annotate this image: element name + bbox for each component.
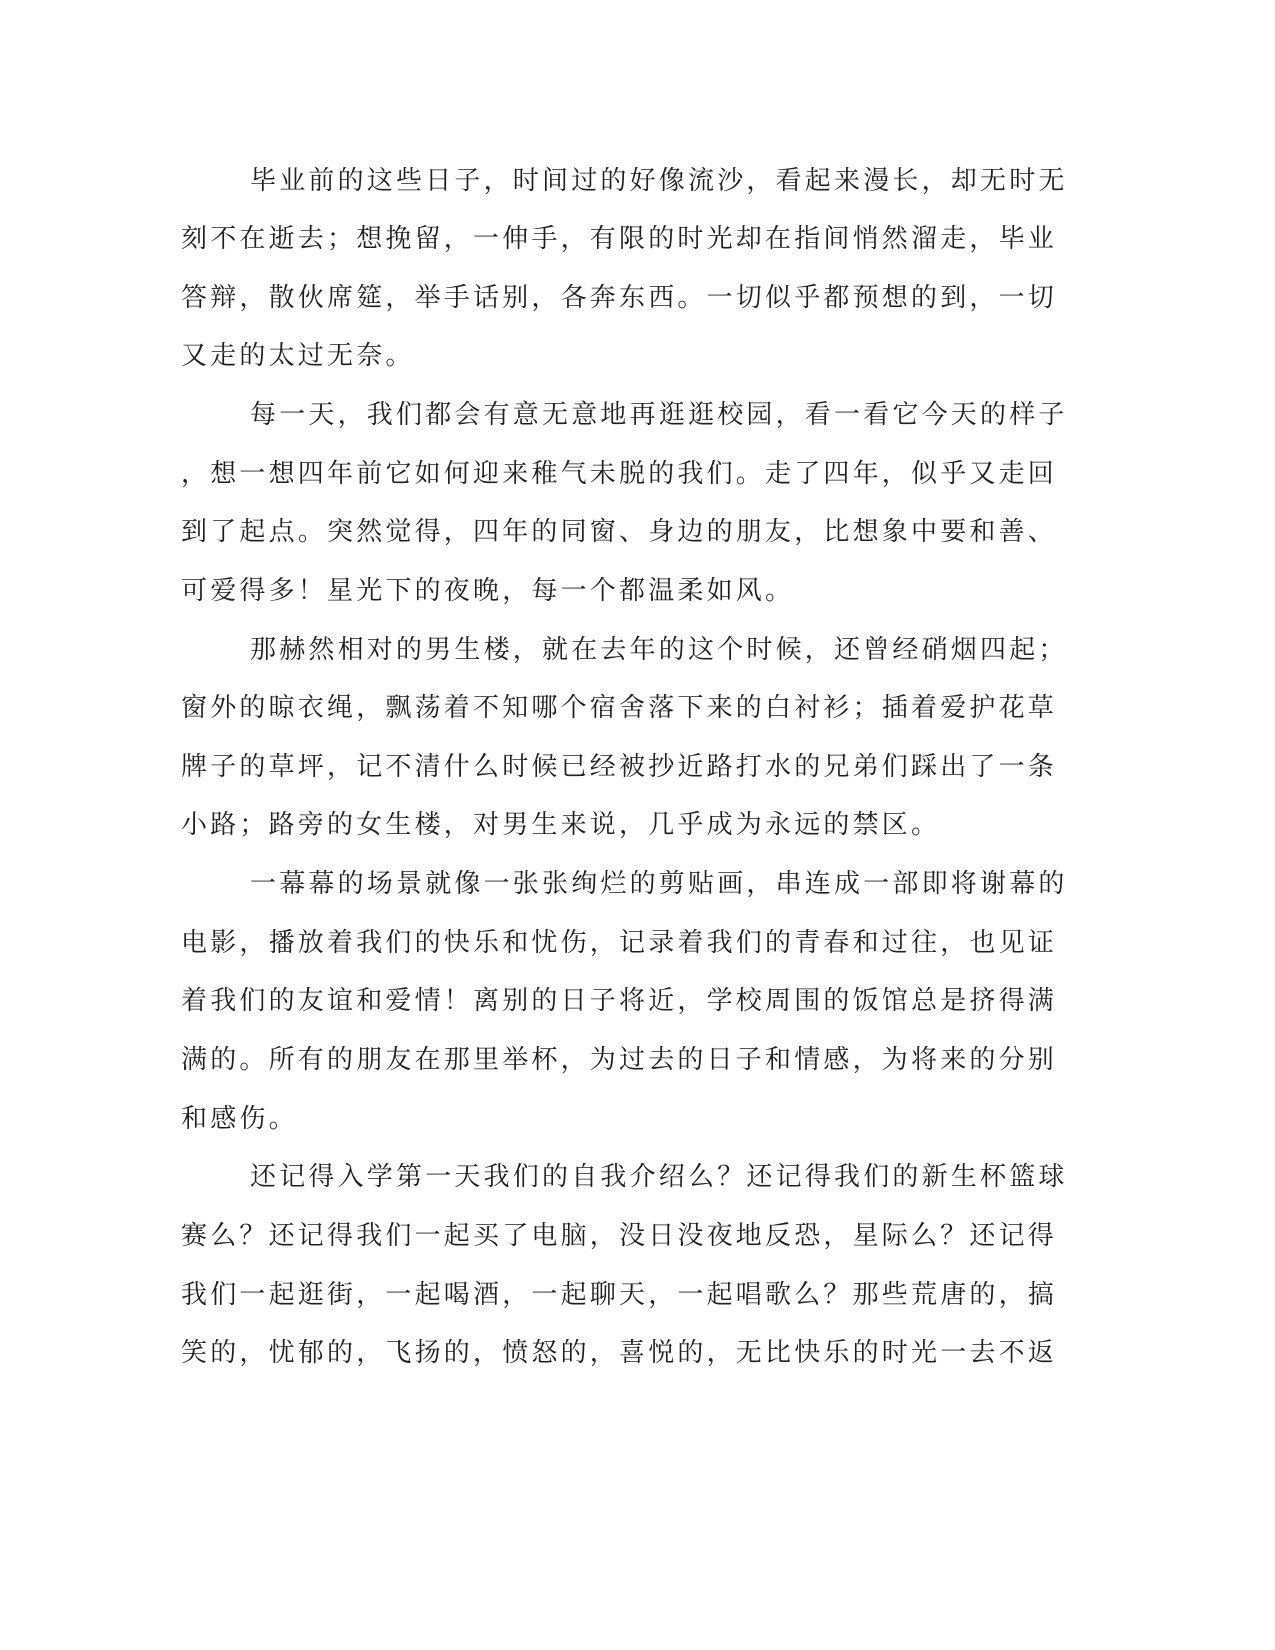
text-line: 每一天，我们都会有意无意地再逛逛校园，看一看它今天的样子 <box>250 400 1068 430</box>
text-line: 又走的太过无奈。 <box>181 341 415 371</box>
text-line: 小路；路旁的女生楼，对男生来说，几乎成为永远的禁区。 <box>181 810 941 840</box>
text-line: 答辩，散伙席筵，举手话别，各奔东西。一切似乎都预想的到，一切 <box>181 283 1058 313</box>
text-line: 刻不在逝去；想挽留，一伸手，有限的时光却在指间悄然溜走，毕业 <box>181 224 1058 254</box>
text-line: 窗外的晾衣绳，飘荡着不知哪个宿舍落下来的白衬衫；插着爱护花草 <box>181 693 1058 723</box>
text-line: 到了起点。突然觉得，四年的同窗、身边的朋友，比想象中要和善、 <box>181 517 1058 547</box>
text-line: 笑的，忧郁的，飞扬的，愤怒的，喜悦的，无比快乐的时光一去不返 <box>181 1338 1058 1368</box>
text-line: 牌子的草坪，记不清什么时候已经被抄近路打水的兄弟们踩出了一条 <box>181 752 1058 782</box>
text-line: 赛么？还记得我们一起买了电脑，没日没夜地反恐，星际么？还记得 <box>181 1221 1058 1251</box>
text-line: 满的。所有的朋友在那里举杯，为过去的日子和情感，为将来的分别 <box>181 1045 1058 1075</box>
text-line: 还记得入学第一天我们的自我介绍么？还记得我们的新生杯篮球 <box>250 1162 1068 1192</box>
text-line: 那赫然相对的男生楼，就在去年的这个时候，还曾经硝烟四起； <box>250 635 1068 665</box>
text-line: 我们一起逛街，一起喝酒，一起聊天，一起唱歌么？那些荒唐的，搞 <box>181 1280 1058 1310</box>
text-line: 和感伤。 <box>181 1104 298 1134</box>
text-line: 毕业前的这些日子，时间过的好像流沙，看起来漫长，却无时无 <box>250 166 1068 196</box>
text-line: 可爱得多！星光下的夜晚，每一个都温柔如风。 <box>181 576 795 606</box>
text-line: 一幕幕的场景就像一张张绚烂的剪贴画，串连成一部即将谢幕的 <box>250 869 1068 899</box>
text-line: ，想一想四年前它如何迎来稚气未脱的我们。走了四年，似乎又走回 <box>181 459 1058 489</box>
text-line: 电影，播放着我们的快乐和忧伤，记录着我们的青春和过往，也见证 <box>181 928 1058 958</box>
text-line: 着我们的友谊和爱情！离别的日子将近，学校周围的饭馆总是挤得满 <box>181 986 1058 1016</box>
